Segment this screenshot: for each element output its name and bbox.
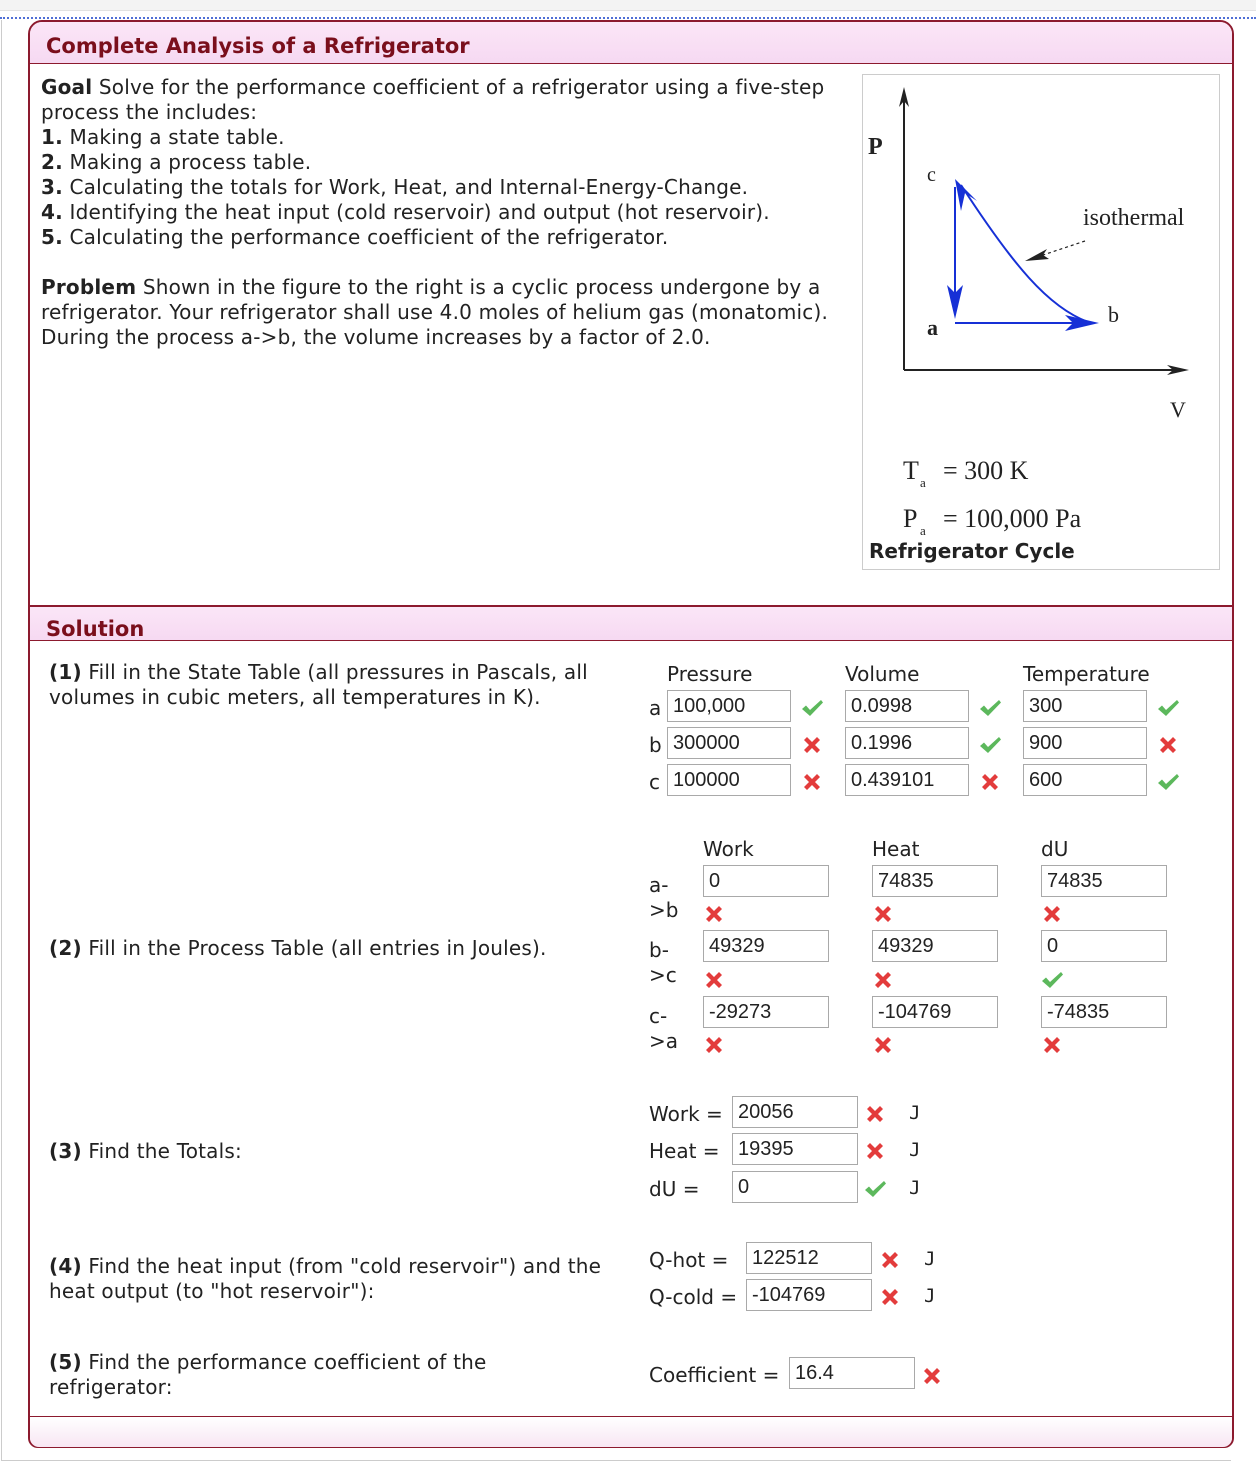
ta-subscript: a [920, 475, 926, 490]
curve-arrow-up [955, 179, 977, 211]
cross-icon [702, 968, 726, 992]
coefficient-label: Coefficient = [649, 1363, 780, 1387]
page-left-border [1, 20, 2, 1460]
q-cold-unit: J [924, 1285, 936, 1307]
goal-label: Goal [41, 75, 93, 99]
volume-b-input[interactable] [845, 727, 969, 759]
temperature-b-input[interactable] [1023, 727, 1147, 759]
total-du-input[interactable] [732, 1171, 858, 1203]
cross-icon [800, 733, 824, 757]
step-3-num: 3. [41, 175, 63, 199]
cross-icon [1040, 1033, 1064, 1057]
total-du-label: dU = [649, 1177, 700, 1201]
col-header-pressure: Pressure [667, 662, 753, 686]
cross-icon [702, 902, 726, 926]
work-ca-input[interactable] [703, 996, 829, 1028]
cross-icon [920, 1364, 944, 1388]
pa-value: = 100,000 Pa [943, 504, 1082, 533]
isothermal-pointer-head [1025, 249, 1049, 261]
heat-ab-input[interactable] [872, 865, 998, 897]
totals-prompt-num: (3) [49, 1139, 82, 1163]
coefficient-prompt [49, 1350, 569, 1400]
cross-icon [871, 968, 895, 992]
total-work-input[interactable] [732, 1096, 858, 1128]
state-prompt-text: Fill in the State Table (all pressures in Pascals, all volumes in cubic meters, all temperatures in K). [49, 660, 588, 709]
state-prompt-num: (1) [49, 660, 82, 684]
pressure-c-input[interactable] [667, 764, 791, 796]
process-row-label-bc: b- >c [649, 938, 677, 987]
q-hot-input[interactable] [746, 1242, 872, 1274]
du-bc-input[interactable] [1041, 930, 1167, 962]
pv-diagram [863, 75, 1219, 535]
heat-ca-input[interactable] [872, 996, 998, 1028]
coefficient-prompt-num: (5) [49, 1350, 82, 1374]
problem-section [41, 275, 849, 350]
total-work-unit: J [909, 1102, 921, 1124]
heat-bc-input[interactable] [872, 930, 998, 962]
ta-symbol: T [903, 456, 919, 485]
point-b-label: b [1108, 302, 1119, 327]
cross-icon [1156, 733, 1180, 757]
cross-icon [702, 1033, 726, 1057]
step-5-text: Calculating the performance coefficient of the refrigerator. [69, 225, 669, 249]
browser-top-strip [0, 0, 1256, 11]
state-row-label-b: b [649, 733, 662, 757]
state-row-label-c: c [649, 770, 660, 794]
isothermal-pointer [1043, 241, 1085, 255]
cross-icon [863, 1139, 887, 1163]
analysis-panel [28, 20, 1234, 1448]
goal-section [41, 75, 851, 250]
p-axis-label: P [868, 134, 883, 160]
pa-symbol: P [903, 504, 918, 533]
step-4-num: 4. [41, 200, 63, 224]
totals-prompt [49, 1139, 629, 1164]
step-1-num: 1. [41, 125, 63, 149]
temperature-a-input[interactable] [1023, 690, 1147, 722]
check-icon [863, 1177, 887, 1201]
check-icon [1156, 770, 1180, 794]
col-header-temperature: Temperature [1023, 662, 1150, 686]
total-du-unit: J [909, 1177, 921, 1199]
panel-title: Complete Analysis of a Refrigerator [30, 22, 1232, 64]
check-icon [800, 696, 824, 720]
check-icon [1156, 696, 1180, 720]
heat-io-prompt [49, 1254, 629, 1304]
col-header-heat: Heat [872, 837, 920, 861]
focus-dotted-line [0, 17, 1256, 19]
q-hot-label: Q-hot = [649, 1248, 729, 1272]
page-bottom-border [1, 1460, 1231, 1461]
step-4-text: Identifying the heat input (cold reservoir) and output (hot reservoir). [69, 200, 770, 224]
step-3-text: Calculating the totals for Work, Heat, and Internal-Energy-Change. [69, 175, 749, 199]
process-table-prompt [49, 936, 629, 961]
cross-icon [878, 1248, 902, 1272]
check-icon [978, 696, 1002, 720]
point-c-label: c [927, 164, 936, 186]
step-2-num: 2. [41, 150, 63, 174]
ta-value: = 300 K [943, 456, 1029, 485]
pa-subscript: a [920, 523, 926, 535]
pressure-a-input[interactable] [667, 690, 791, 722]
q-hot-unit: J [924, 1248, 936, 1270]
step-1-text: Making a state table. [69, 125, 285, 149]
q-cold-label: Q-cold = [649, 1285, 738, 1309]
totals-prompt-text: Find the Totals: [88, 1139, 242, 1163]
process-prompt-num: (2) [49, 936, 82, 960]
total-heat-input[interactable] [732, 1133, 858, 1165]
du-ab-input[interactable] [1041, 865, 1167, 897]
total-work-label: Work = [649, 1102, 723, 1126]
problem-text: Shown in the figure to the right is a cyclic process undergone by a refrigerator. Your refrigerator shall use 4.0 moles of helium gas (monatomic). During the process a->b, the volume increases by a factor of 2.0. [41, 275, 829, 349]
du-ca-input[interactable] [1041, 996, 1167, 1028]
isothermal-label: isothermal [1083, 205, 1185, 231]
cross-icon [878, 1285, 902, 1309]
coefficient-prompt-text: Find the performance coefficient of the refrigerator: [49, 1350, 487, 1399]
total-heat-label: Heat = [649, 1139, 720, 1163]
state-row-label-a: a [649, 696, 662, 720]
col-header-work: Work [703, 837, 754, 861]
problem-label: Problem [41, 275, 137, 299]
point-a-label: a [927, 315, 938, 340]
cross-icon [871, 902, 895, 926]
step-2-text: Making a process table. [69, 150, 312, 174]
state-table-prompt [49, 660, 629, 710]
panel-footer [30, 1416, 1232, 1447]
pressure-b-input[interactable] [667, 727, 791, 759]
v-axis-label: V [1170, 397, 1186, 422]
check-icon [1040, 968, 1064, 992]
figure-caption: Refrigerator Cycle [869, 539, 1075, 563]
process-row-label-ab: a- >b [649, 873, 679, 922]
cross-icon [978, 770, 1002, 794]
q-cold-input[interactable] [746, 1279, 872, 1311]
step-5-num: 5. [41, 225, 63, 249]
process-row-label-ca: c- >a [649, 1004, 679, 1053]
solution-title: Solution [30, 605, 1232, 641]
isothermal-curve [961, 185, 1088, 322]
process-prompt-text: Fill in the Process Table (all entries in Joules). [88, 936, 547, 960]
coefficient-input[interactable] [789, 1357, 915, 1389]
cross-icon [1040, 902, 1064, 926]
col-header-du: dU [1041, 837, 1069, 861]
cross-icon [863, 1102, 887, 1126]
cross-icon [800, 770, 824, 794]
check-icon [978, 733, 1002, 757]
total-heat-unit: J [909, 1139, 921, 1161]
goal-text: Solve for the performance coefficient of a refrigerator using a five-step process the includes: [41, 75, 825, 124]
heat-io-prompt-num: (4) [49, 1254, 82, 1278]
volume-a-input[interactable] [845, 690, 969, 722]
work-ab-input[interactable] [703, 865, 829, 897]
col-header-volume: Volume [845, 662, 920, 686]
cycle-figure [862, 74, 1220, 570]
heat-io-prompt-text: Find the heat input (from "cold reservoir") and the heat output (to "hot reservoir"): [49, 1254, 602, 1303]
volume-c-input[interactable] [845, 764, 969, 796]
work-bc-input[interactable] [703, 930, 829, 962]
temperature-c-input[interactable] [1023, 764, 1147, 796]
cross-icon [871, 1033, 895, 1057]
